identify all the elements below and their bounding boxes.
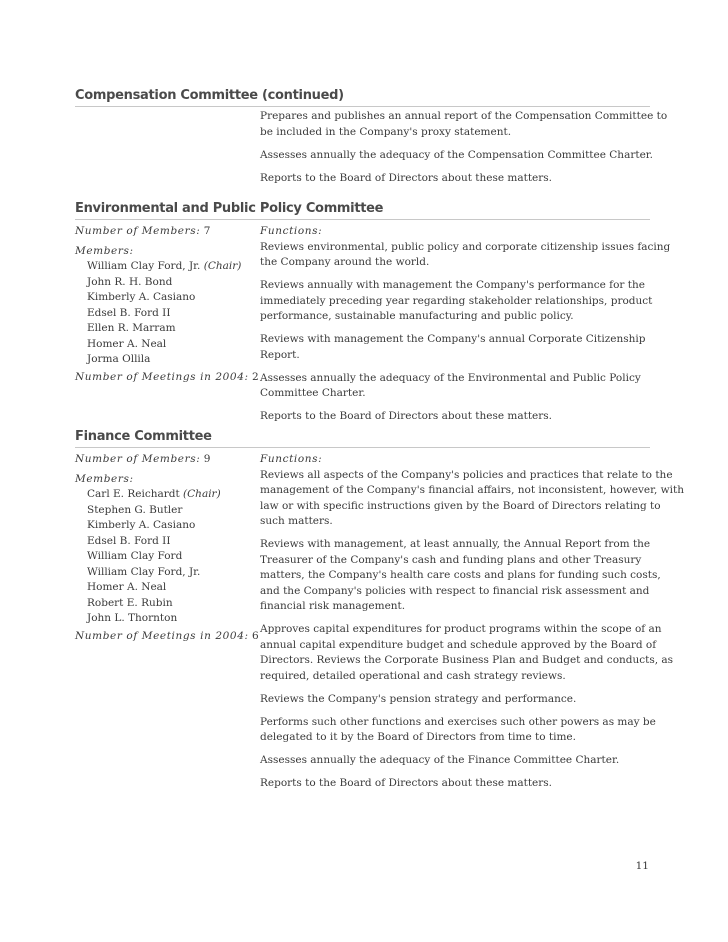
number-of-members-label: Number of Members:	[75, 453, 201, 465]
compensation-functions	[260, 109, 668, 194]
text-line: Reviews with management the Company's annual Corporate Citizenship	[260, 333, 646, 345]
function-paragraph	[260, 715, 655, 746]
number-of-members-label: Number of Members:	[75, 225, 201, 237]
meetings-count	[75, 370, 259, 386]
number-of-members-value: 7	[203, 225, 211, 237]
environmental-functions	[260, 224, 671, 432]
function-paragraph	[260, 109, 668, 140]
member-item	[75, 290, 255, 306]
finance-committee-info	[75, 452, 259, 644]
text-line: Approves capital expenditures for product programs within the scope of an	[260, 623, 662, 635]
function-paragraph	[260, 171, 655, 187]
function-paragraph	[260, 409, 655, 425]
section-divider	[75, 447, 650, 448]
meetings-value: 2	[251, 370, 259, 383]
member-name: Carl E. Reichardt	[87, 488, 180, 500]
function-paragraph	[260, 240, 671, 271]
member-name: John L. Thornton	[87, 612, 178, 624]
text-line: Assesses annually the adequacy of the Finance Committee Charter.	[260, 754, 620, 766]
member-item	[75, 549, 255, 565]
finance-committee-heading: Finance Committee	[75, 429, 212, 444]
function-paragraph	[260, 371, 655, 402]
member-item	[75, 518, 255, 534]
member-role: (Chair)	[203, 260, 242, 272]
member-item	[75, 534, 255, 550]
member-item	[75, 611, 255, 627]
function-paragraph	[260, 332, 655, 363]
functions-label: Functions:	[260, 453, 323, 465]
function-paragraph	[260, 278, 655, 325]
member-name: William Clay Ford, Jr.	[87, 565, 201, 578]
number-of-members	[75, 452, 255, 468]
text-line: Performs such other functions and exercises such other powers as may be	[260, 715, 656, 728]
section-divider	[75, 219, 650, 220]
member-item	[75, 337, 255, 353]
member-item	[75, 306, 255, 322]
member-item	[75, 580, 255, 596]
text-line: Directors. Reviews the Corporate Business Plan and Budget and conducts, as	[260, 654, 674, 666]
text-line: Reports to the Board of Directors about these matters.	[260, 777, 553, 789]
finance-functions	[260, 452, 684, 799]
text-line: be included in the Company's proxy statement.	[260, 125, 512, 138]
member-name: Homer A. Neal	[87, 581, 167, 593]
member-name: Homer A. Neal	[87, 337, 167, 350]
text-line: delegated to it by the Board of Directors from time to time.	[260, 731, 576, 743]
text-line: financial risk management.	[260, 600, 406, 612]
members-label: Members:	[75, 244, 134, 257]
text-line: and the Company's policies with respect to financial risk assessment and	[260, 584, 650, 597]
function-paragraph	[260, 537, 661, 615]
text-line: Reviews environmental, public policy and corporate citizenship issues facing	[260, 240, 671, 253]
member-name: William Clay Ford, Jr.	[87, 260, 201, 272]
function-paragraph	[260, 692, 655, 708]
member-name: Kimberly A. Casiano	[87, 519, 196, 531]
text-line: law or with specific instructions given by the Board of Directors relating to	[260, 499, 661, 512]
environmental-committee-info	[75, 224, 259, 385]
meetings-count	[75, 629, 259, 645]
environmental-committee-heading: Environmental and Public Policy Committee	[75, 201, 384, 216]
member-name: Edsel B. Ford II	[87, 534, 171, 547]
text-line: performance, sustainable manufacturing and public policy.	[260, 310, 574, 322]
member-item	[75, 321, 255, 337]
compensation-committee-heading: Compensation Committee (continued)	[75, 88, 344, 103]
page-number: 11	[635, 860, 649, 872]
member-item	[75, 565, 255, 581]
member-name: Stephen G. Butler	[87, 503, 183, 516]
text-line: Assesses annually the adequacy of the Environmental and Public Policy	[260, 371, 641, 384]
section-divider	[75, 106, 650, 107]
meetings-label: Number of Meetings in 2004:	[75, 370, 249, 383]
member-name: Edsel B. Ford II	[87, 306, 171, 319]
member-name: Ellen R. Marram	[87, 322, 176, 334]
text-line: Treasurer of the Company's cash and funding plans and other Treasury	[260, 553, 642, 566]
text-line: Prepares and publishes an annual report of the Compensation Committee to	[260, 110, 668, 122]
text-line: annual capital expenditure budget and schedule approved by the Board of	[260, 638, 657, 651]
text-line: Reviews the Company's pension strategy and performance.	[260, 692, 577, 705]
member-item	[75, 503, 255, 519]
member-item	[75, 352, 255, 368]
text-line: immediately preceding year regarding stakeholder relationships, product	[260, 294, 653, 307]
members-label: Members:	[75, 472, 134, 485]
text-line: Report.	[260, 348, 300, 361]
member-name: Robert E. Rubin	[87, 596, 173, 609]
function-paragraph	[260, 776, 655, 792]
text-line: management of the Company's financial affairs, not inconsistent, however, with	[260, 484, 684, 496]
text-line: the Company around the world.	[260, 256, 430, 268]
function-paragraph	[260, 148, 655, 164]
member-role: (Chair)	[183, 488, 221, 500]
number-of-members-value: 9	[203, 453, 211, 465]
member-name: Jorma Ollila	[87, 353, 151, 365]
functions-label: Functions:	[260, 225, 323, 237]
meetings-value: 6	[251, 629, 259, 642]
member-name: Kimberly A. Casiano	[87, 291, 196, 303]
member-item	[75, 275, 255, 291]
member-item	[75, 487, 255, 503]
text-line: Committee Charter.	[260, 387, 366, 399]
function-paragraph	[260, 468, 684, 530]
text-line: Reviews all aspects of the Company's policies and practices that relate to the	[260, 468, 673, 481]
text-line: Reports to the Board of Directors about these matters.	[260, 410, 553, 422]
text-line: Reviews with management, at least annually, the Annual Report from the	[260, 538, 651, 550]
text-line: Reports to the Board of Directors about these matters.	[260, 171, 553, 184]
member-item	[75, 259, 255, 275]
text-line: Reviews annually with management the Company's performance for the	[260, 279, 645, 291]
text-line: such matters.	[260, 515, 333, 527]
number-of-members	[75, 224, 255, 240]
text-line: Assesses annually the adequacy of the Compensation Committee Charter.	[260, 148, 653, 161]
function-paragraph	[260, 753, 655, 769]
member-item	[75, 596, 255, 612]
member-name: John R. H. Bond	[87, 275, 173, 288]
member-name: William Clay Ford	[87, 550, 183, 562]
text-line: matters, the Company's health care costs and plans for funding such costs,	[260, 569, 661, 581]
text-line: required, detailed operational and cash strategy reviews.	[260, 669, 566, 682]
function-paragraph	[260, 622, 674, 684]
meetings-label: Number of Meetings in 2004:	[75, 629, 249, 642]
